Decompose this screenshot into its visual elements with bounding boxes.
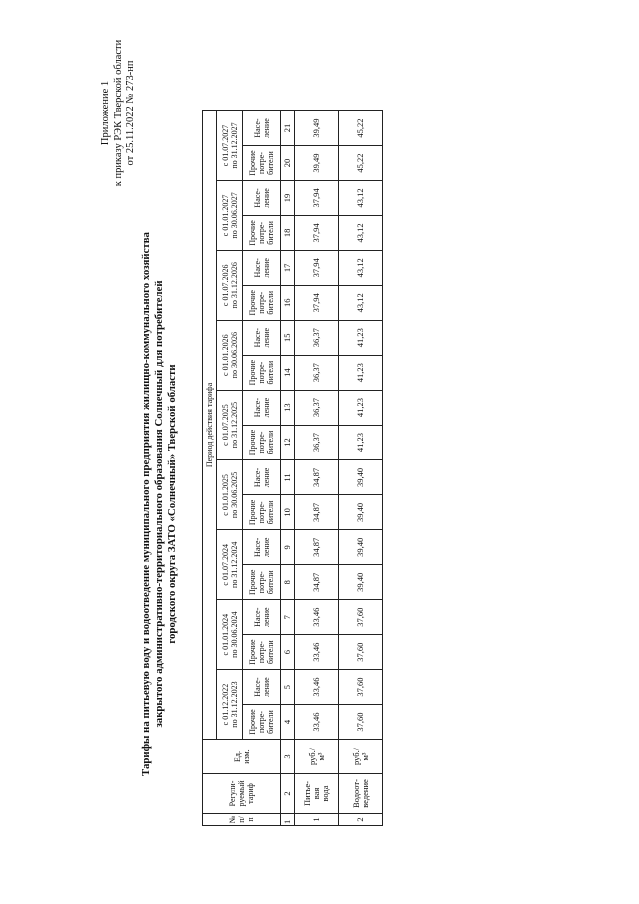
table-row xyxy=(339,111,383,826)
table-row xyxy=(295,111,339,826)
column-number: 10 xyxy=(281,495,295,530)
tariff-value: 39,40 xyxy=(339,495,383,530)
subheader-other-consumers: Прочие потре- бители xyxy=(243,146,281,181)
period-header: с 01.07.2025 по 31.12.2025 xyxy=(217,390,243,460)
title-line-2: закрытого административно-территориального образования Солнечный для потребителей xyxy=(153,280,165,728)
period-header: с 01.01.2024 по 30.06.2024 xyxy=(217,600,243,670)
tariff-value: 33,46 xyxy=(295,705,339,740)
subheader-population: Насе- ление xyxy=(243,670,281,705)
row-tariff-name: Питье- вая вода xyxy=(295,774,339,814)
column-number: 11 xyxy=(281,460,295,495)
column-number: 14 xyxy=(281,355,295,390)
tariff-value: 36,37 xyxy=(295,320,339,355)
tariff-value: 39,40 xyxy=(339,530,383,565)
document-title xyxy=(140,184,179,824)
appendix-line-1: Приложение 1 xyxy=(100,80,111,146)
subheader-population: Насе- ление xyxy=(243,111,281,146)
subheader-other-consumers: Прочие потре- бители xyxy=(243,705,281,740)
row-tariff-name: Водоот- ведение xyxy=(339,774,383,814)
tariff-value: 34,87 xyxy=(295,565,339,600)
subheader-population: Насе- ление xyxy=(243,460,281,495)
tariff-value: 45,22 xyxy=(339,146,383,181)
period-header: с 01.12.2022 по 31.12.2023 xyxy=(217,670,243,740)
tariff-value: 41,23 xyxy=(339,320,383,355)
subheader-population: Насе- ление xyxy=(243,320,281,355)
tariff-value: 43,12 xyxy=(339,181,383,216)
appendix-line-2: к приказу РЭК Тверской области xyxy=(112,39,124,187)
row-number: 1 xyxy=(295,814,339,826)
tariff-value: 43,12 xyxy=(339,285,383,320)
tariff-value: 36,37 xyxy=(295,355,339,390)
tariff-value: 37,60 xyxy=(339,635,383,670)
period-header: с 01.01.2025 по 30.06.2025 xyxy=(217,460,243,530)
column-number: 9 xyxy=(281,530,295,565)
title-line-3: городского округа ЗАТО «Солнечный» Тверской области xyxy=(166,364,178,644)
tariff-value: 43,12 xyxy=(339,215,383,250)
tariff-value: 41,23 xyxy=(339,425,383,460)
row-number: 2 xyxy=(339,814,383,826)
subheader-population: Насе- ление xyxy=(243,250,281,285)
tariff-table xyxy=(202,110,383,826)
tariff-value: 37,60 xyxy=(339,705,383,740)
column-number: 1 xyxy=(281,814,295,826)
appendix-note xyxy=(100,28,138,198)
tariff-value: 39,49 xyxy=(295,111,339,146)
tariff-value: 33,46 xyxy=(295,670,339,705)
column-number: 5 xyxy=(281,670,295,705)
title-line-1: Тарифы на питьевую воду и водоотведение муниципального предприятия жилищно-коммунального хозяйства xyxy=(140,232,152,776)
tariff-value: 37,94 xyxy=(295,181,339,216)
subheader-other-consumers: Прочие потре- бители xyxy=(243,355,281,390)
tariff-value: 37,94 xyxy=(295,285,339,320)
column-number: 2 xyxy=(281,774,295,814)
column-number: 8 xyxy=(281,565,295,600)
column-number: 20 xyxy=(281,146,295,181)
subheader-other-consumers: Прочие потре- бители xyxy=(243,495,281,530)
period-header: с 01.07.2026 по 31.12.2026 xyxy=(217,250,243,320)
column-number: 6 xyxy=(281,635,295,670)
column-number: 13 xyxy=(281,390,295,425)
tariff-value: 36,37 xyxy=(295,390,339,425)
appendix-line-3: от 25.11.2022 № 273-нп xyxy=(125,60,136,166)
column-number: 12 xyxy=(281,425,295,460)
column-number: 16 xyxy=(281,285,295,320)
column-number: 4 xyxy=(281,705,295,740)
row-unit: руб./ м³ xyxy=(295,740,339,774)
subheader-other-consumers: Прочие потре- бители xyxy=(243,565,281,600)
column-number: 19 xyxy=(281,181,295,216)
subheader-other-consumers: Прочие потре- бители xyxy=(243,215,281,250)
column-number: 7 xyxy=(281,600,295,635)
tariff-value: 33,46 xyxy=(295,635,339,670)
tariff-value: 33,46 xyxy=(295,600,339,635)
row-unit: руб./ м³ xyxy=(339,740,383,774)
subheader-population: Насе- ление xyxy=(243,530,281,565)
period-header: с 01.01.2027 по 30.06.2027 xyxy=(217,181,243,251)
column-number: 3 xyxy=(281,740,295,774)
header-period-group: Период действия тарифа xyxy=(203,111,217,740)
column-number: 21 xyxy=(281,111,295,146)
header-num: № п/ п xyxy=(203,814,281,826)
tariff-value: 41,23 xyxy=(339,355,383,390)
subheader-population: Насе- ление xyxy=(243,390,281,425)
period-header: с 01.01.2026 по 30.06.2026 xyxy=(217,320,243,390)
subheader-other-consumers: Прочие потре- бители xyxy=(243,425,281,460)
tariff-value: 34,87 xyxy=(295,495,339,530)
period-header: с 01.07.2024 по 31.12.2024 xyxy=(217,530,243,600)
header-unit: Ед. изм. xyxy=(203,740,281,774)
subheader-other-consumers: Прочие потре- бители xyxy=(243,285,281,320)
tariff-value: 45,22 xyxy=(339,111,383,146)
subheader-other-consumers: Прочие потре- бители xyxy=(243,635,281,670)
subheader-population: Насе- ление xyxy=(243,600,281,635)
tariff-value: 39,40 xyxy=(339,565,383,600)
tariff-value: 41,23 xyxy=(339,390,383,425)
tariff-value: 34,87 xyxy=(295,530,339,565)
tariff-value: 37,60 xyxy=(339,600,383,635)
tariff-value: 37,94 xyxy=(295,215,339,250)
tariff-value: 37,94 xyxy=(295,250,339,285)
period-header: с 01.07.2027 по 31.12.2027 xyxy=(217,111,243,181)
column-number: 18 xyxy=(281,215,295,250)
header-tariff: Регули- руемый тариф xyxy=(203,774,281,814)
tariff-value: 39,40 xyxy=(339,460,383,495)
tariff-value: 39,49 xyxy=(295,146,339,181)
tariff-value: 34,87 xyxy=(295,460,339,495)
tariff-value: 37,60 xyxy=(339,670,383,705)
tariff-value: 43,12 xyxy=(339,250,383,285)
tariff-value: 36,37 xyxy=(295,425,339,460)
subheader-population: Насе- ление xyxy=(243,181,281,216)
column-number: 15 xyxy=(281,320,295,355)
column-number: 17 xyxy=(281,250,295,285)
